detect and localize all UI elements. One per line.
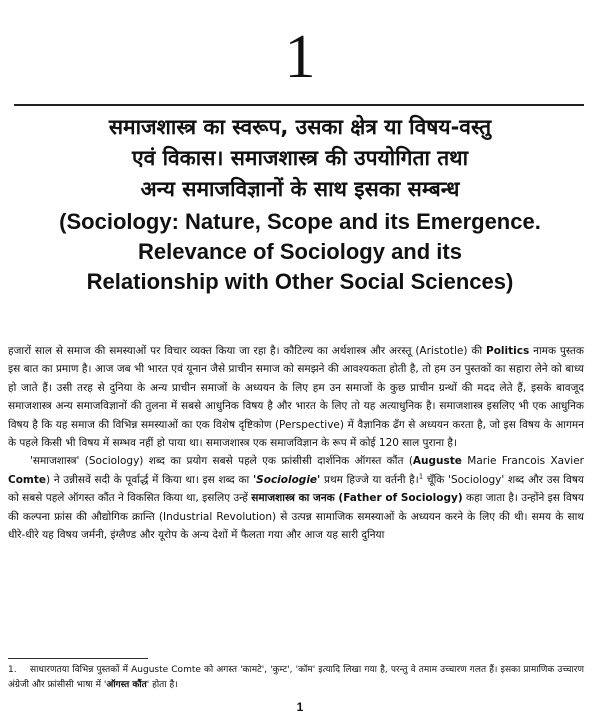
- body-text: [8, 342, 584, 544]
- text-run: ) ने उन्नीसवें सदी के पूर्वार्द्ध में किया था। इस शब्द का: [46, 473, 253, 486]
- text-run: Marie Francois Xavier: [461, 455, 584, 468]
- page-number: 1: [296, 700, 304, 714]
- title-english-line: (Sociology: Nature, Scope and its Emergence.: [59, 209, 541, 234]
- text-run: हजारों साल से समाज की समस्याओं पर विचार व्यक्त किया जा रहा है। कौटिल्य का अर्थशास्त्र और अरस्तू (Aristotle) की: [8, 345, 487, 357]
- title-english-line: Relevance of Sociology and its: [138, 239, 462, 264]
- bold-term: समाजशास्त्र का जनक (Father of Sociology): [251, 492, 463, 505]
- text-run: प्रथम हिज्जे या वर्तनी है।: [320, 473, 419, 486]
- footnote-number: 1.: [8, 665, 17, 675]
- title-english-line: Relationship with Other Social Sciences): [86, 269, 514, 294]
- chapter-number: 1: [284, 23, 316, 91]
- text-run: कहा जाता है। उन्होंने इस विषय की कल्पना फ्रांस की औद्योगिक क्रान्ति (Industrial Revolution) से उत्पन्न सामाजिक समस्याओं के अध्ययन करने के लिए की थी। समय के साथ धीरे-धीरे यह विषय जर्मनी, इंग्लैण्ड और यूरोप के अन्य देशों में फैलता गया और आज यह सारी दुनिया: [8, 492, 584, 542]
- text-run: नामक पुस्तक इस बात का प्रमाण है। आज जब भी भारत एवं यूनान जैसे प्राचीन समाज को समझने की आवश्यकता होती है, तो हम उन पुस्तकों का सहारा लेने को बाध्य हो जाते हैं। उसी तरह से दुनिया के अन्य प्राचीन समाजों के अध्ययन के लिए हम उन समाजों के कुछ प्राचीन ग्रन्थों की मदद लेते हैं, इसके बावजूद समाजशास्त्र अन्य समाजविज्ञानों की तुलना में सबसे आधुनिक विषय है और भारत के लिए तो यह अत्याधुनिक है। समाजशास्त्र इसलिए भी एक आधुनिक विषय है कि यह समाज की विभिन्न समस्याओं का एक विशेष दृष्टिकोण (Perspective) में वैज्ञानिक ढँग से अध्ययन करता है, जो इस विषय के आगमन के पहले किसी भी विषय में सम्भव नहीं हो पाया था। समाजशास्त्र एक समाजविज्ञान के रूप में कोई 120 साल पुराना है।: [8, 345, 584, 450]
- bold-term: ऑगस्त कौंत: [106, 680, 147, 690]
- title-hindi-line: एवं विकास। समाजशास्त्र की उपयोगिता तथा: [131, 146, 469, 170]
- text-run: चूँकि 'Sociology' शब्द और उस विषय को सबसे पहले ऑगस्त कौंत ने विकसित किया था, इसलिए उन्हें: [8, 473, 584, 505]
- paragraph-2: [8, 452, 584, 544]
- bold-term: Comte: [8, 473, 47, 486]
- chapter-title: [30, 112, 570, 297]
- paragraph-1: [8, 342, 584, 452]
- bold-term: Auguste: [412, 455, 462, 468]
- footnote-divider: [8, 658, 148, 659]
- footnote: [8, 663, 584, 693]
- text-run: ' होता है।: [146, 680, 178, 690]
- text-run: 'समाजशास्त्र' (Sociology) शब्द का प्रयोग सबसे पहले एक फ्रांसीसी दार्शनिक ऑगस्त कौंत (: [30, 455, 413, 468]
- title-hindi-line: अन्य समाजविज्ञानों के साथ इसका सम्बन्ध: [140, 177, 460, 201]
- text-run: साधारणतया विभिन्न पुस्तकों में Auguste Comte को अगस्त 'कामटे', 'कुम्ट', 'कॉम' इत्यादि लिखा गया है, परन्तु वे तमाम उच्चारण गलत हैं। इसका प्रामाणिक उच्चारण अंग्रेजी और फ्रांसीसी भाषा में ': [8, 665, 584, 690]
- footnote-marker[interactable]: 1: [418, 472, 424, 481]
- title-divider: [14, 104, 584, 106]
- bold-italic-term: 'Sociologie': [252, 473, 321, 486]
- bold-term: Politics: [486, 345, 530, 357]
- title-hindi-line: समाजशास्त्र का स्वरूप, उसका क्षेत्र या विषय-वस्तु: [108, 115, 492, 139]
